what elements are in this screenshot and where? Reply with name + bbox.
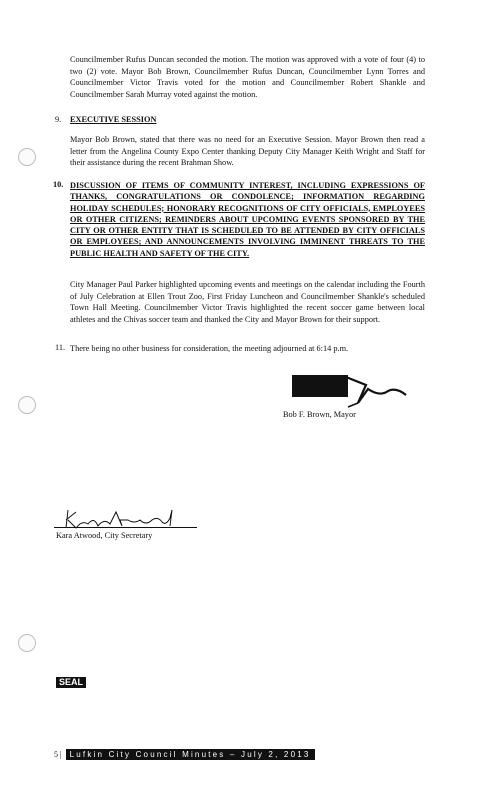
item-9-text: Mayor Bob Brown, stated that there was no need for an Executive Session. Mayor Brown then read a letter from the Angelina County Expo Center thanking Deputy City Manager Keith Wright and Staff for their assistance during the recent Brahman Show. — [70, 135, 425, 167]
item-11-text: There being no other business for consideration, the meeting adjourned at 6:14 p.m. — [70, 344, 349, 353]
item-9-heading: EXECUTIVE SESSION — [70, 115, 157, 124]
footer-separator: | — [60, 750, 62, 759]
mayor-signature-graphic — [288, 373, 413, 409]
binder-hole-bottom — [18, 634, 36, 652]
item-10-number: 10. — [53, 180, 64, 189]
secretary-signature-line — [54, 527, 197, 528]
page-footer — [54, 749, 315, 760]
seal-stamp: SEAL — [56, 677, 86, 688]
item-10-heading: DISCUSSION OF ITEMS OF COMMUNITY INTEREST, INCLUDING EXPRESSIONS OF THANKS, CONGRATULATIONS OR CONDOLENCE; INFORMATION REGARDING HOLIDAY SCHEDULES; HONORARY RECOGNITIONS OF CITY OFFICIALS, EMPLOYEES OR OTHER CITIZENS; REMINDERS ABOUT UPCOMING EVENTS SPONSORED BY THE CITY OR OTHER ENTITY THAT IS SCHEDULED TO BE ATTENDED BY CITY OFFICIALS OR EMPLOYEES; AND ANNOUNCEMENTS INVOLVING IMMINENT THREATS TO THE PUBLIC HEALTH AND SAFETY OF THE CITY. — [70, 181, 425, 258]
item-11-number: 11. — [55, 343, 66, 352]
footer-title: Lufkin City Council Minutes – July 2, 2013 — [66, 749, 315, 760]
mayor-name: Bob F. Brown, Mayor — [283, 410, 356, 419]
secretary-name: Kara Atwood, City Secretary — [56, 531, 153, 540]
mayor-signature — [288, 373, 413, 409]
footer-page-number: 5 — [54, 750, 58, 759]
binder-hole-top — [18, 148, 36, 166]
binder-hole-middle — [18, 396, 36, 414]
item-9-number: 9. — [55, 115, 62, 124]
item-10-text: City Manager Paul Parker highlighted upcoming events and meetings on the calendar including the Fourth of July Celebration at Ellen Trout Zoo, First Friday Luncheon and Councilmember Shankle's scheduled Town Hall Meeting. Councilmember Victor Travis highlighted the recent soccer game between local athletes and the Chivas soccer team and thanked the City and Mayor Brown for their support. — [70, 280, 425, 324]
intro-paragraph: Councilmember Rufus Duncan seconded the motion. The motion was approved with a vote of four (4) to two (2) vote. Mayor Bob Brown, Councilmember Rufus Duncan, Councilmember Lynn Torres and Councilmember Victor Travis voted for the motion and Councilmember Robert Shankle and Councilmember Sarah Murray voted against the motion. — [70, 55, 425, 99]
